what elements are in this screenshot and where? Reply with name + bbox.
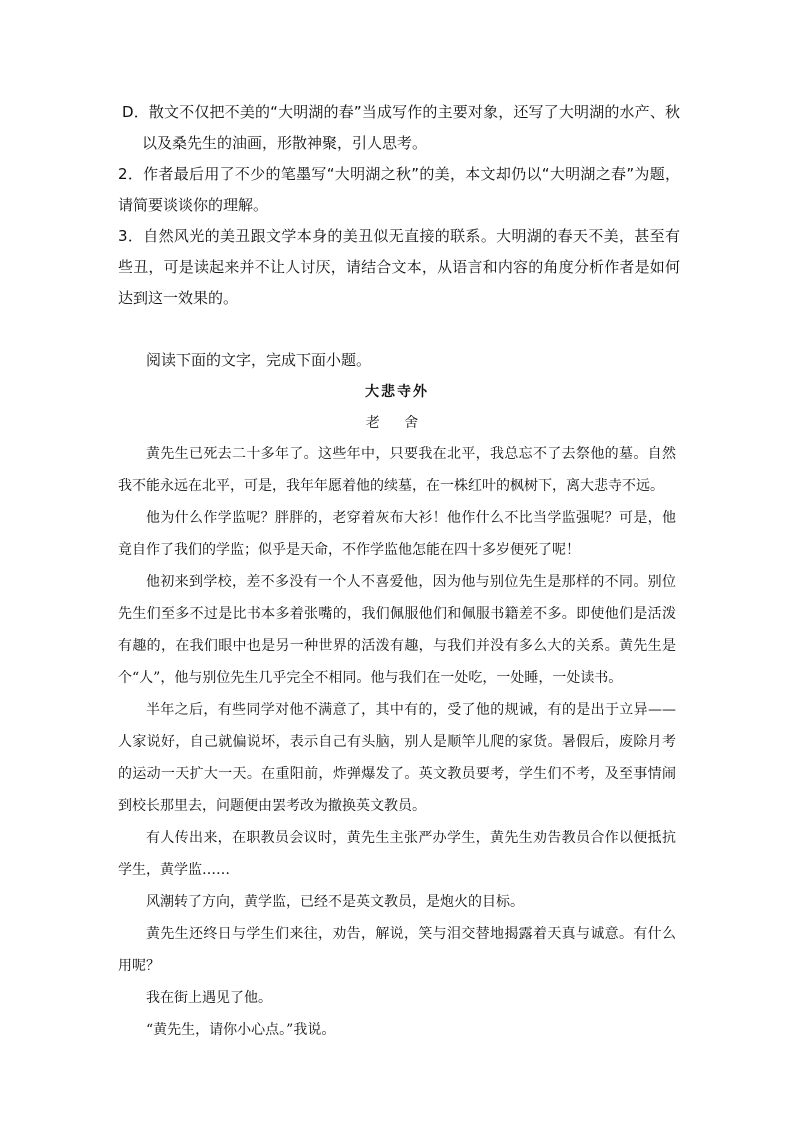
story-paragraph: 黄先生还终日与学生们来往，劝告，解说，笑与泪交替地揭露着天真与诚意。有什么用呢？ (118, 926, 676, 974)
question-2: 2．作者最后用了不少的笔墨写“大明湖之秋”的美，本文却仍以“大明湖之春”为题，请简要谈谈你的理解。 (118, 165, 680, 214)
reading-instruction: 阅读下面的文字，完成下面小题。 (146, 351, 372, 369)
story-paragraph: “黄先生，请你小心点。”我说。 (146, 1022, 336, 1038)
story-paragraph: 半年之后，有些同学对他不满意了，其中有的，受了他的规诫，有的是出于立异——人家说好，自己就偏说坏，表示自己有头脑，别人是顺竿儿爬的家货。暑假后，废除月考的运动一天扩大一天。在重阳前，炸弹爆发了。英文教员要考，学生们不考，及至事情闹到校长那里去，问题便由罢考改为撤换英文教员。 (118, 702, 676, 814)
story-body (118, 438, 676, 1046)
question-option-d (118, 97, 680, 159)
story-paragraph: 他初来到学校，差不多没有一个人不喜爱他，因为他与别位先生是那样的不同。别位先生们至多不过是比书本多着张嘴的，我们佩服他们和佩服书籍差不多。即使他们是活泼有趣的，在我们眼中也是另一种世界的活泼有趣，与我们并没有多么大的关系。黄先生是个“人”，他与别位先生几乎完全不相同。他与我们在一处吃，一处睡，一处读书。 (118, 574, 676, 686)
question-3: 3．自然风光的美丑跟文学本身的美丑似无直接的联系。大明湖的春天不美，甚至有些丑，可是读起来并不让人讨厌，请结合文本，从语言和内容的角度分析作者是如何达到这一效果的。 (118, 227, 680, 307)
option-d-text: D．散文不仅把不美的“大明湖的春”当成写作的主要对象，还写了大明湖的水产、秋以及桑先生的油画，形散神聚，引人思考。 (122, 103, 680, 152)
story-paragraph: 我在街上遇见了他。 (146, 990, 272, 1006)
story-paragraph: 黄先生已死去二十多年了。这些年中，只要我在北平，我总忘不了去祭他的墓。自然我不能永远在北平，可是，我年年愿着他的续墓，在一株红叶的枫树下，离大悲寺不远。 (118, 446, 676, 494)
story-title: 大悲寺外 (365, 384, 429, 400)
story-paragraph: 他为什么作学监呢？胖胖的，老穿着灰布大衫！他作什么不比当学监强呢？可是，他竟自作了我们的学监；似乎是天命，不作学监他怎能在四十多岁便死了呢！ (118, 510, 676, 558)
story-paragraph: 有人传出来，在职教员会议时，黄先生主张严办学生，黄先生劝告教员合作以便抵抗学生，黄学监…… (118, 830, 676, 878)
story-author: 老 舍 (365, 415, 429, 431)
story-paragraph: 风潮转了方向，黄学监，已经不是英文教员，是炮火的目标。 (146, 894, 524, 910)
